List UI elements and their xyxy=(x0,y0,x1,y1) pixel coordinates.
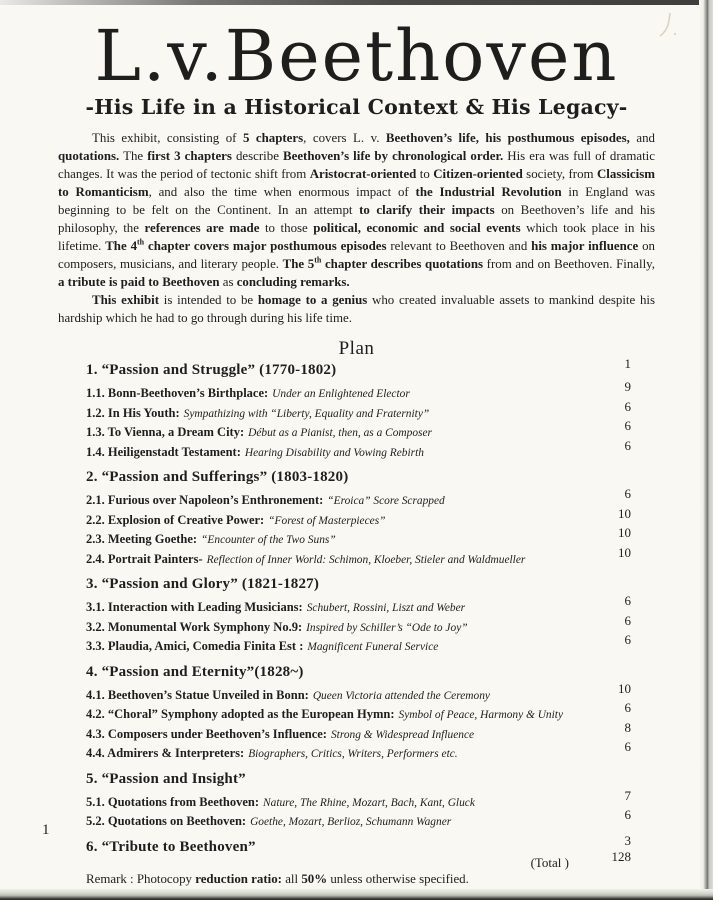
bold-text-run: quotations. xyxy=(58,149,120,164)
plan-chapter xyxy=(86,664,631,764)
total-row xyxy=(86,848,631,870)
item-label: 4.4. Admirers & Interpreters: xyxy=(86,746,245,761)
item-pages: 10 xyxy=(618,680,631,696)
plan-item-row xyxy=(86,719,631,745)
bold-text-run: first 3 chapters xyxy=(147,149,232,164)
item-note: “Encounter of the Two Suns” xyxy=(201,534,336,547)
chapter-title: 3. “Passion and Glory” (1821-1827) xyxy=(86,576,320,593)
bold-text-run: reduction ratio: xyxy=(195,871,282,886)
item-pages: 10 xyxy=(618,505,631,521)
plan-chapter xyxy=(86,469,631,569)
plan-list xyxy=(86,356,631,861)
text-run: to xyxy=(416,167,434,182)
item-note: Queen Victoria attended the Ceremony xyxy=(312,689,490,702)
plan-chapter xyxy=(86,771,631,832)
item-pages: 6 xyxy=(624,593,631,609)
plan-item-row xyxy=(86,700,631,725)
item-pages: 6 xyxy=(624,612,631,628)
plan-item-row xyxy=(86,398,631,424)
chapter-pages: 3 xyxy=(624,832,631,848)
plan-item-text xyxy=(86,443,585,461)
text-run: which took place in his lifetime. xyxy=(58,221,655,254)
plan-item-row xyxy=(86,437,631,463)
item-note: Biographers, Critics, Writers, Performers etc. xyxy=(248,748,458,761)
text-run: Remark : Photocopy xyxy=(86,871,196,886)
chapter-title: 5. “Passion and Insight” xyxy=(86,770,246,787)
item-pages: 10 xyxy=(618,544,631,560)
text-run: describe xyxy=(231,149,283,164)
item-note: Hearing Disability and Vowing Rebirth xyxy=(244,446,424,459)
text-run: relevant to Beethoven and xyxy=(386,239,532,254)
plan-heading: Plan xyxy=(338,338,375,360)
item-pages: 10 xyxy=(618,525,631,541)
plan-item-row xyxy=(86,379,631,404)
item-label: 3.2. Monumental Work Symphony No.9: xyxy=(86,619,303,634)
sheet-page-number: 1 xyxy=(42,822,50,838)
bold-text-run: a tribute is paid to Beethoven xyxy=(58,275,220,290)
bold-text-run: homage to a genius xyxy=(257,293,368,308)
item-note: Schubert, Rossini, Liszt and Weber xyxy=(306,602,466,615)
plan-item-row xyxy=(86,612,631,638)
item-pages: 6 xyxy=(624,807,631,823)
plan-item-row xyxy=(86,807,631,832)
item-note: Under an Enlightened Elector xyxy=(272,388,410,401)
plan-chapter xyxy=(86,576,631,657)
item-note: Goethe, Mozart, Berlioz, Schumann Wagner xyxy=(250,816,452,829)
bold-text-run: Citizen-oriented xyxy=(433,167,523,182)
bold-text-run: concluding remarks. xyxy=(236,275,350,290)
item-note: Sympathizing with “Liberty, Equality and Fraternity” xyxy=(183,407,430,420)
text-run: and xyxy=(629,131,655,146)
plan-item-row xyxy=(86,787,631,813)
chapter-title: 6. “Tribute to Beethoven” xyxy=(86,838,256,855)
item-label: 2.2. Explosion of Creative Power: xyxy=(86,512,265,527)
plan-item-row xyxy=(86,739,631,764)
plan-item-row xyxy=(86,544,631,570)
bold-text-run: political, economic and social events xyxy=(313,221,521,236)
item-pages: 6 xyxy=(624,437,631,453)
item-label: 4.1. Beethoven’s Statue Unveiled in Bonn: xyxy=(86,687,309,702)
plan-item-text xyxy=(86,793,585,811)
item-note: Nature, The Rhine, Mozart, Bach, Kant, Gluck xyxy=(263,796,475,809)
item-label: 5.2. Quotations on Beethoven: xyxy=(86,814,247,829)
total-label: (Total ) xyxy=(530,854,569,870)
text-run: His era was full of dramatic changes. It was the period of tectonic shift from xyxy=(58,149,655,182)
chapter-heading-row xyxy=(86,356,631,384)
item-pages: 7 xyxy=(624,787,631,803)
item-label: 1.2. In His Youth: xyxy=(86,405,180,420)
text-run: who created invaluable assets to mankind despite his hardship which he had to go through during his life time. xyxy=(58,293,655,326)
bold-text-run: Beethoven’s life, his posthumous episodes, xyxy=(385,131,630,146)
text-run: is intended to be xyxy=(159,293,258,308)
bold-text-run: The 4 xyxy=(105,239,138,254)
bold-text-run: This exhibit xyxy=(92,293,160,308)
plan-item-row xyxy=(86,632,631,657)
plan-item-text xyxy=(86,598,585,616)
plan-chapter xyxy=(86,356,631,462)
item-label: 1.3. To Vienna, a Dream City: xyxy=(86,425,245,440)
text-run: in England was beginning to be felt on the Continent. In an attempt xyxy=(58,185,656,218)
plan-item-row xyxy=(86,525,631,550)
chapter-heading-row xyxy=(86,576,631,598)
plan-item-text xyxy=(86,705,585,723)
bold-text-run: chapter covers major posthumous episodes xyxy=(144,239,387,254)
plan-item-text xyxy=(86,637,585,655)
item-label: 3.1. Interaction with Leading Musicians: xyxy=(86,600,303,615)
item-note: Reflection of Inner World: Schimon, Kloeber, Stieler and Waldmueller xyxy=(206,553,526,566)
item-pages: 6 xyxy=(624,398,631,414)
text-run: The xyxy=(119,149,148,164)
bold-text-run: th xyxy=(137,237,145,247)
plan-item-text xyxy=(86,686,585,704)
item-pages: 8 xyxy=(624,719,631,735)
plan-item-text xyxy=(86,530,585,548)
chapter-heading-row xyxy=(86,664,631,686)
item-note: “Forest of Masterpieces” xyxy=(268,514,386,527)
plan-item-row xyxy=(86,593,631,618)
text-run: unless otherwise specified. xyxy=(327,871,469,886)
plan-item-row xyxy=(86,418,631,443)
scanner-edge-bottom xyxy=(0,889,713,900)
page-title: L.v.Beethoven xyxy=(94,15,619,97)
chapter-heading-row xyxy=(86,469,631,491)
plan-column xyxy=(86,356,631,887)
page-content xyxy=(0,5,713,887)
bold-text-run: 50% xyxy=(301,871,328,886)
item-note: Inspired by Schiller’s “Ode to Joy” xyxy=(306,621,468,634)
item-note: “Eroica” Score Scrapped xyxy=(327,495,445,508)
item-note: Début as a Pianist, then, as a Composer xyxy=(248,427,432,440)
total-pages: 128 xyxy=(611,848,631,864)
plan-item-text xyxy=(86,404,585,422)
bold-text-run: Classicism to Romanticism xyxy=(58,167,655,200)
chapter-title: 1. “Passion and Struggle” (1770-1802) xyxy=(86,362,337,379)
plan-item-text xyxy=(86,384,585,402)
plan-item-row xyxy=(86,486,631,511)
bold-text-run: Aristocrat-oriented xyxy=(309,167,417,182)
chapter-title: 4. “Passion and Eternity”(1828~) xyxy=(86,663,304,680)
plan-item-text xyxy=(86,744,585,762)
item-label: 2.3. Meeting Goethe: xyxy=(86,532,198,547)
item-pages: 6 xyxy=(624,632,631,648)
item-label: 4.2. “Choral” Symphony adopted as the European Hymn: xyxy=(86,707,395,722)
bold-text-run: chapter describes quotations xyxy=(321,257,484,272)
plan-item-row xyxy=(86,505,631,531)
bold-text-run: The 5 xyxy=(282,257,315,272)
bold-text-run: th xyxy=(314,255,322,265)
item-pages: 6 xyxy=(624,418,631,434)
text-run: on Beethoven’s life and his philosophy, the xyxy=(58,203,655,236)
chapter-pages: 1 xyxy=(624,356,631,372)
bold-text-run: to clarify their impacts xyxy=(359,203,495,218)
bold-text-run: his major influence xyxy=(531,239,639,254)
item-label: 2.4. Portrait Painters- xyxy=(86,551,203,566)
chapter-heading-row xyxy=(86,771,631,793)
item-note: Magnificent Funeral Service xyxy=(307,641,439,654)
plan-item-text xyxy=(86,725,585,743)
item-label: 3.3. Plaudia, Amici, Comedia Finita Est : xyxy=(86,639,304,654)
item-label: 1.1. Bonn-Beethoven’s Birthplace: xyxy=(86,386,269,401)
bold-text-run: 5 chapters xyxy=(242,131,304,146)
page-subtitle: -His Life in a Historical Context & His Legacy- xyxy=(85,94,628,119)
text-run: from and on Beethoven. Finally, xyxy=(483,257,655,272)
item-label: 4.3. Composers under Beethoven’s Influence: xyxy=(86,726,327,741)
bold-text-run: the Industrial Revolution xyxy=(415,185,562,200)
item-pages: 6 xyxy=(624,700,631,716)
remark-line xyxy=(86,872,631,887)
text-run: to those xyxy=(259,221,314,236)
plan-item-text xyxy=(86,491,585,509)
chapter-title: 2. “Passion and Sufferings” (1803-1820) xyxy=(86,469,349,486)
text-run: as xyxy=(219,275,237,290)
plan-item-text xyxy=(86,812,585,830)
text-run: This exhibit, consisting of xyxy=(92,131,243,146)
plan-item-text xyxy=(86,511,585,529)
text-run: , and also the time when enormous impact of xyxy=(148,185,416,200)
text-run: , covers L. v. xyxy=(303,131,386,146)
intro-paragraph xyxy=(58,129,655,291)
text-run: on composers, musicians, and literary people. xyxy=(58,239,655,272)
item-pages: 6 xyxy=(624,486,631,502)
item-pages: 9 xyxy=(624,379,631,395)
item-note: Symbol of Peace, Harmony & Unity xyxy=(398,709,564,722)
plan-item-text xyxy=(86,423,585,441)
intro-paragraph xyxy=(58,291,655,327)
text-run: all xyxy=(281,871,302,886)
plan-item-text xyxy=(86,618,585,636)
bold-text-run: references are made xyxy=(144,221,260,236)
item-note: Strong & Widespread Influence xyxy=(330,728,475,741)
item-label: 5.1. Quotations from Beethoven: xyxy=(86,794,260,809)
item-label: 1.4. Heiligenstadt Testament: xyxy=(86,444,241,459)
item-pages: 6 xyxy=(624,739,631,755)
intro-section xyxy=(58,129,655,327)
plan-item-text xyxy=(86,550,585,568)
plan-item-row xyxy=(86,680,631,706)
bold-text-run: Beethoven’s life by chronological order. xyxy=(283,149,504,164)
text-run: society, from xyxy=(522,167,597,182)
item-label: 2.1. Furious over Napoleon’s Enthronement: xyxy=(86,493,324,508)
